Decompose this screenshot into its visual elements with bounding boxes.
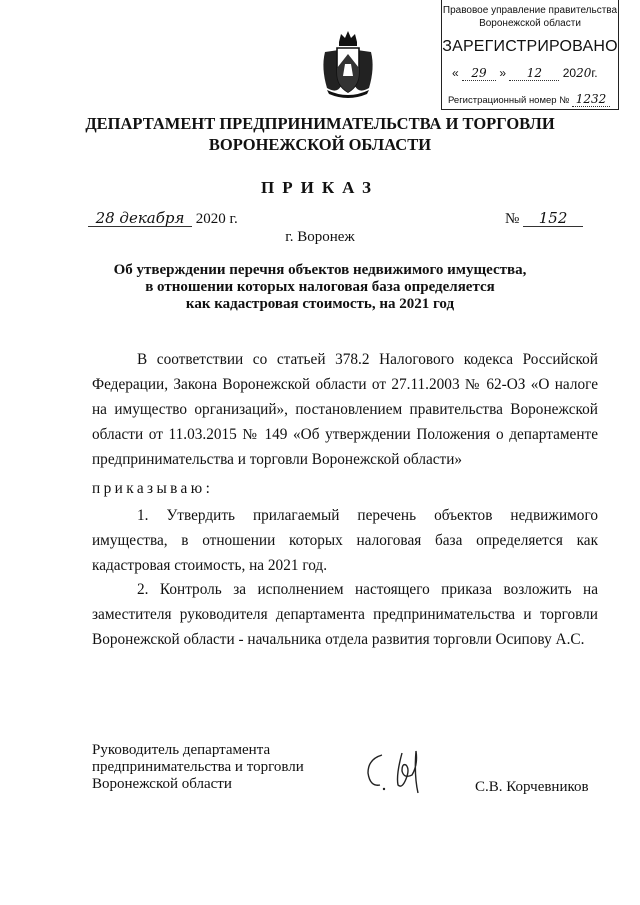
order-number-label: №: [505, 211, 520, 227]
order-number: [505, 210, 583, 228]
order-item-1: [92, 503, 598, 578]
handwritten-signature: [362, 745, 442, 795]
stamp-date-year: 20: [576, 66, 592, 80]
document-type-title: ПРИКАЗ: [261, 178, 379, 197]
order-subject-line1: Об утверждении перечня объектов недвижимого имущества,: [113, 262, 527, 278]
stamp-reg-number: [448, 92, 614, 107]
registration-stamp: [441, 0, 619, 110]
signatory-role-line3: Воронежской области: [92, 776, 232, 792]
signatory-role-line1: Руководитель департамента: [92, 742, 271, 758]
coat-of-arms-emblem: [317, 28, 379, 100]
stamp-date-day: 29: [462, 66, 496, 81]
order-item-2: [92, 577, 598, 652]
preamble-text: В соответствии со статьей 378.2 Налогового кодекса Российской Федерации, Закона Воронежской области от 27.11.2003 № 62-ОЗ «О налоге на имущество организаций», постановлением правительства Воронежской области от 11.03.2015 № 149 «Об утверждении Положения о департаменте предпринимательства и торговли Воронежской области»: [92, 351, 598, 468]
order-item-2-text: 2. Контроль за исполнением настоящего приказа возложить на заместителя руководителя департамента предпринимательства и торговли Воронежской области - начальника отдела развития торговли Осипову А.С.: [92, 581, 598, 648]
stamp-date: [452, 66, 612, 81]
order-date-year: 2020 г.: [195, 211, 238, 227]
stamp-authority-line2: Воронежской области: [479, 18, 581, 29]
order-date: [88, 210, 238, 228]
stamp-reg-number-label: Регистрационный номер №: [448, 95, 570, 106]
stamp-date-open-quote: «: [452, 66, 459, 80]
department-heading-line1: ДЕПАРТАМЕНТ ПРЕДПРИНИМАТЕЛЬСТВА И ТОРГОВЛИ: [85, 114, 555, 133]
order-number-handwritten: 152: [523, 210, 583, 227]
order-city: г. Воронеж: [285, 229, 355, 245]
order-date-handwritten: 28 декабря: [88, 210, 192, 227]
department-heading-line2: ВОРОНЕЖСКОЙ ОБЛАСТИ: [208, 135, 432, 154]
signatory-role: [92, 742, 304, 793]
preamble-paragraph: [92, 347, 598, 472]
stamp-date-close-quote: »: [499, 66, 507, 80]
stamp-date-suffix: г.: [591, 66, 598, 80]
order-subject-line2: в отношении которых налоговая база определяется: [145, 279, 495, 295]
stamp-date-month: 12: [509, 66, 559, 81]
order-subject: [100, 262, 540, 313]
stamp-registered-label: ЗАРЕГИСТРИРОВАНО: [442, 38, 618, 55]
order-item-1-text: 1. Утвердить прилагаемый перечень объектов недвижимого имущества, в отношении которых налоговая база определяется как кадастровая стоимость, на 2021 год.: [92, 507, 598, 574]
order-word: приказываю:: [92, 480, 214, 497]
signatory-role-line2: предпринимательства и торговли: [92, 759, 304, 775]
department-heading: [0, 113, 640, 155]
stamp-date-year-prefix: 20: [562, 66, 577, 80]
stamp-reg-number-value: 1232: [572, 92, 610, 107]
order-subject-line3: как кадастровая стоимость, на 2021 год: [185, 296, 455, 312]
signatory-name: С.В. Корчевников: [475, 779, 589, 795]
stamp-authority-line1: Правовое управление правительства: [442, 5, 618, 16]
